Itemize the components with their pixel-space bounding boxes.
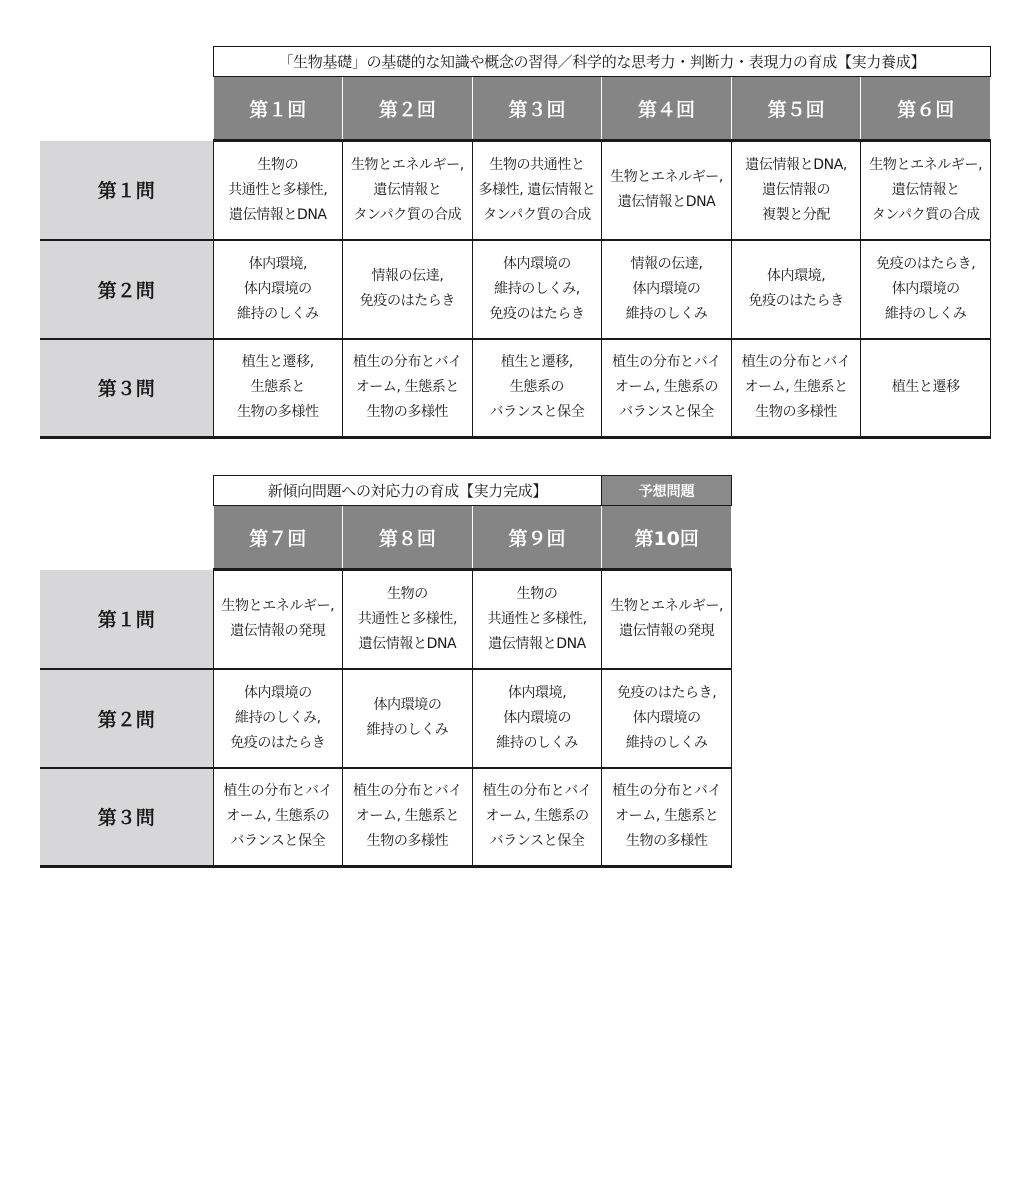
topic-cell: 植生と遷移, 生態系の バランスと保全: [472, 339, 602, 438]
topic-cell: 生物とエネルギー, 遺伝情報の発現: [213, 570, 343, 669]
schedule-table-1: [40, 46, 991, 439]
topic-cell: 免疫のはたらき, 体内環境の 維持のしくみ: [861, 240, 991, 339]
question-label: 第３問: [40, 768, 213, 867]
table2-round-header: 第８回: [343, 506, 473, 570]
topic-cell: 生物の共通性と 多様性, 遺伝情報と タンパク質の合成: [472, 141, 602, 240]
topic-cell: 体内環境, 免疫のはたらき: [731, 240, 861, 339]
table-row: [40, 339, 991, 438]
question-label: 第２問: [40, 669, 213, 768]
topic-cell: 植生の分布とバイ オーム, 生態系と 生物の多様性: [731, 339, 861, 438]
topic-cell: 植生と遷移: [861, 339, 991, 438]
topic-cell: 生物とエネルギー, 遺伝情報と タンパク質の合成: [343, 141, 473, 240]
topic-cell: 植生の分布とバイ オーム, 生態系の バランスと保全: [472, 768, 602, 867]
topic-cell: 生物とエネルギー, 遺伝情報の発現: [602, 570, 732, 669]
topic-cell: 生物の 共通性と多様性, 遺伝情報とDNA: [213, 141, 343, 240]
topic-cell: 免疫のはたらき, 体内環境の 維持のしくみ: [602, 669, 732, 768]
topic-cell: 生物の 共通性と多様性, 遺伝情報とDNA: [343, 570, 473, 669]
topic-cell: 植生の分布とバイ オーム, 生態系と 生物の多様性: [602, 768, 732, 867]
table-row: [40, 141, 991, 240]
predict-badge: 予想問題: [602, 476, 732, 506]
table-row: [40, 768, 732, 867]
table1-round-header: 第２回: [343, 77, 473, 141]
question-label: 第２問: [40, 240, 213, 339]
topic-cell: 植生と遷移, 生態系と 生物の多様性: [213, 339, 343, 438]
topic-cell: 生物の 共通性と多様性, 遺伝情報とDNA: [472, 570, 602, 669]
topic-cell: 遺伝情報とDNA, 遺伝情報の 複製と分配: [731, 141, 861, 240]
table2-corner-blank-2: [40, 506, 213, 570]
topic-cell: 生物とエネルギー, 遺伝情報と タンパク質の合成: [861, 141, 991, 240]
table1-round-header: 第６回: [861, 77, 991, 141]
table1-round-header: 第５回: [731, 77, 861, 141]
topic-cell: 体内環境の 維持のしくみ: [343, 669, 473, 768]
table2-caption: 新傾向問題への対応力の育成【実力完成】: [213, 476, 602, 506]
topic-cell: 情報の伝達, 体内環境の 維持のしくみ: [602, 240, 732, 339]
topic-cell: 植生の分布とバイ オーム, 生態系の バランスと保全: [213, 768, 343, 867]
topic-cell: 植生の分布とバイ オーム, 生態系の バランスと保全: [602, 339, 732, 438]
table1-round-header: 第３回: [472, 77, 602, 141]
topic-cell: 情報の伝達, 免疫のはたらき: [343, 240, 473, 339]
topic-cell: 体内環境の 維持のしくみ, 免疫のはたらき: [472, 240, 602, 339]
table-row: [40, 240, 991, 339]
topic-cell: 体内環境, 体内環境の 維持のしくみ: [472, 669, 602, 768]
table1-caption: 「生物基礎」の基礎的な知識や概念の習得／科学的な思考力・判断力・表現力の育成【実力養成】: [213, 47, 991, 77]
topic-cell: 体内環境, 体内環境の 維持のしくみ: [213, 240, 343, 339]
table1-round-header: 第１回: [213, 77, 343, 141]
table2-round-header: 第７回: [213, 506, 343, 570]
table1-round-header: 第４回: [602, 77, 732, 141]
topic-cell: 生物とエネルギー, 遺伝情報とDNA: [602, 141, 732, 240]
question-label: 第１問: [40, 141, 213, 240]
schedule-table-2: [40, 475, 732, 868]
table1-corner-blank: [40, 47, 213, 77]
question-label: 第１問: [40, 570, 213, 669]
table-row: [40, 669, 732, 768]
table1-corner-blank-2: [40, 77, 213, 141]
table2-round-header: 第９回: [472, 506, 602, 570]
table2-corner-blank: [40, 476, 213, 506]
table2-round-header: 第10回: [602, 506, 732, 570]
topic-cell: 体内環境の 維持のしくみ, 免疫のはたらき: [213, 669, 343, 768]
table-row: [40, 570, 732, 669]
topic-cell: 植生の分布とバイ オーム, 生態系と 生物の多様性: [343, 339, 473, 438]
topic-cell: 植生の分布とバイ オーム, 生態系と 生物の多様性: [343, 768, 473, 867]
question-label: 第３問: [40, 339, 213, 438]
